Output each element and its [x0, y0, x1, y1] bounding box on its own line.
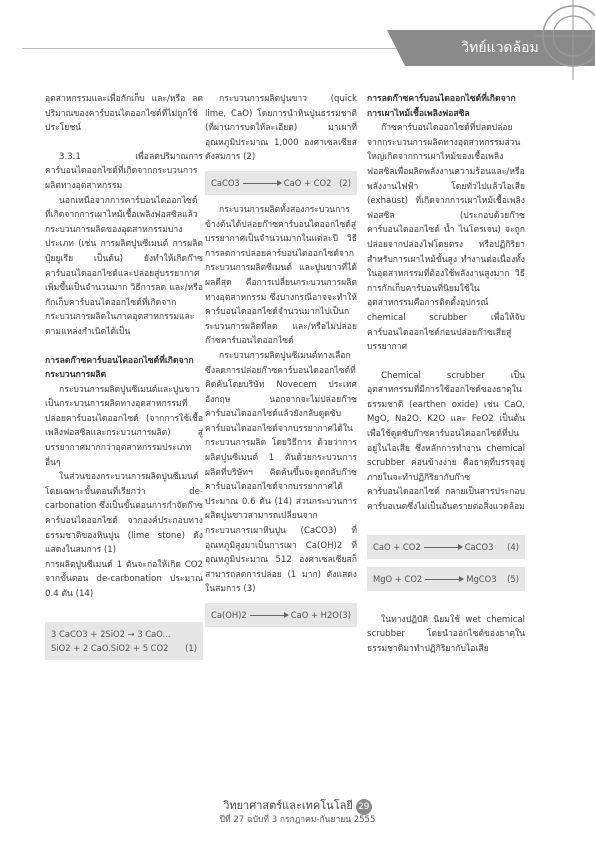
equation-product: MgCO3 [466, 573, 497, 584]
equation-4 [367, 535, 525, 559]
column-left [45, 92, 203, 668]
equation-number: (3) [339, 610, 351, 620]
equation-reactant: Ca(OH)2 [211, 610, 247, 620]
paragraph: กระบวนการผลิตปูนขาว (quick lime, CaO) โดยการนำหินปูนธรรมชาติ (ที่ผ่านการบดให้ละเอียด) มาเผาที่อุณหภูมิประมาณ 1,000 องศาเซลเซียส ดังสมการ (2) [205, 94, 357, 163]
column-middle [205, 92, 357, 635]
paragraph: กระบวนการผลิตปูนซีเมนต์และปูนขาว เป็นกระบวนการผลิตทางอุตสาหกรรมที่ปล่อยคาร์บอนไดออกไซด์ (จากการใช้เชื้อเพลิงฟอสซิลและกระบวนการผลิต) สู่บรรยากาศมากกว่าอุตสาหกรรมประเภทอื่นๆ [45, 384, 203, 468]
equation-number: (4) [507, 541, 519, 552]
paragraph: ก๊าซคาร์บอนไดออกไซด์ที่ปลดปล่อยจากกระบวนการผลิตทางอุตสาหกรรมส่วนใหญ่เกิดจากการเผาไหม้ของเชื้อเพลิงฟอสซิลเพื่อผลิตพลังงานความร้อนและ/หรือพลังงานไฟฟ้า โดยทั่วไปแล้วไอเสีย (exhaust) ที่เกิดจากการเผาไหม้เชื้อเพลิงฟอสซิล (ประกอบด้วยก๊าซคาร์บอนไดออกไซด์ น้ำ ไนโตรเจน) จะถูกปล่อยจากปล่องไฟโดยตรง หรือปฏิกิริยาสำหรับการเผาไหม้ขั้นสูง ทำงานต่อเนื่องทั้งในอุตสาหกรรมที่ต้องใช้พลังงานสูงมาก วิธีการกักเก็บคาร์บอนที่นิยมใช้ในอุตสาหกรรมคือการติดตั้งอุปกรณ์ chemical scrubber เพื่อให้จับคาร์บอนไดออกไซด์ก่อนปล่อยก๊าซเสียสู่บรรยากาศ [367, 123, 525, 353]
reaction-arrow-icon [424, 547, 462, 548]
paragraph: การผลิตปูนซีเมนต์ 1 ตันจะก่อให้เกิด CO2 จากขั้นตอน de-carbonation ประมาณ 0.4 ตัน (14) [45, 559, 203, 599]
paragraph: นอกเหนือจากการคาร์บอนไดออกไซด์ที่เกิดจากการเผาไหม้เชื้อเพลิงฟอสซิลแล้ว กระบวนการผลิตของอุตสาหกรรมบางประเภท (เช่น การผลิตปูนซีเมนต์ การผลิตปุ๋ยยูเรีย เป็นต้น) ยังทำให้เกิดก๊าซคาร์บอนไดออกไซด์และปล่อยสู่บรรยากาศเพิ่มขึ้นเป็นจำนวนมาก วิธีการลด และ/หรือกักเก็บคาร์บอนไดออกไซด์ที่เกิดจากกระบวนการผลิตในภาคอุตสาหกรรมและตามแหล่งกำเนิดได้เป็น [45, 195, 203, 337]
paragraph: กระบวนการผลิตปูนซีเมนต์ทางเลือกซึ่งลดการปล่อยก๊าซคาร์บอนไดออกไซด์ที่คิดค้นโดยบริษัท Novecem ประเทศอังกฤษ นอกจากจะไม่ปล่อยก๊าซคาร์บอนไดออกไซด์แล้วยังกลับดูดซับคาร์บอนไดออกไซด์จากบรรยากาศได้ในกระบวนการผลิต โดยวิธีการ ด้วยว่าการผลิตปูนซีเมนต์ 1 ตันด้วยกระบวนการผลิตที่บริษัทฯ คิดค้นขึ้นจะดูดกลับก๊าซคาร์บอนไดออกไซด์จากบรรยากาศได้ประมาณ 0.6 ตัน (14) ส่วนกระบวนการผลิตปูนขาวสามารถเปลี่ยนจากกระบวนการเผาหินปูน (CaCO3) ที่อุณหภูมิสูงมาเป็นการเผา Ca(OH)2 ที่อุณหภูมิประมาณ 512 องศาเซลเซียสก็สามารถลดการปล่อย (1 มาก) ดังแสดงในสมการ (3) [205, 350, 357, 595]
column-right [367, 92, 525, 656]
section-heading: การลดก๊าซคาร์บอนไดออกไซด์ที่เกิดจากการเผาไหม้เชื้อเพลิงฟอสซิล [367, 94, 516, 119]
equation-product: CaO + H2O [290, 610, 339, 620]
equation-reactant: MgO + CO2 [373, 573, 423, 584]
subheading: 3.3.1 เพื่อลดปริมาณการคาร์บอนไดออกไซด์ที่เกิดจากกระบวนการผลิตทางอุตสาหกรรม [45, 151, 203, 191]
page-number: 29 [356, 799, 372, 815]
paragraph: อุตสาหกรรมและเพื่อกักเก็บ และ/หรือ ลดปริมาณของคาร์บอนไดออกไซด์ที่ไม่ถูกใช้ประโยชน์ [45, 94, 203, 134]
equation-product: CaO + CO2 [283, 177, 332, 188]
equation-5 [367, 567, 525, 591]
equation-reactant: CaCO3 [211, 177, 240, 188]
paragraph: ในทางปฏิบัติ นิยมใช้ wet chemical scrubber โดยนำออกไซด์ของธาตุในธรรมชาติมาทำปฏิกิริยากับไอเสีย [367, 614, 525, 654]
equation-2 [205, 171, 357, 195]
paragraph: Chemical scrubber เป็นอุตสาหกรรมที่มีการใช้ออกไซด์ของธาตุในธรรมชาติ (earthen oxide) เช่น CaO, MgO, Na2O, K2O และ FeO2 เป็นต้น เพื่อใช้ดูดซับก๊าซคาร์บอนไดออกไซด์ที่ปนอยู่ในไอเสีย ซึ่งหลักการทำงาน chemical scrubber ค่อนข้างง่าย คือธาตุที่บรรจุอยู่ภายในจะทำปฏิกิริยากับก๊าซคาร์บอนไดออกไซด์ กลายเป็นสารประกอบคาร์บอเนตซึ่งไม่เป็นอันตรายต่อสิ่งแวดล้อม [367, 370, 525, 513]
equation-product: CaCO3 [464, 541, 494, 552]
equation-number: (2) [339, 177, 351, 188]
section-heading: การลดก๊าซคาร์บอนไดออกไซด์ที่เกิดจากกระบวนการผลิต [45, 355, 194, 381]
journal-title: วิทยาศาสตร์และเทคโนโลยี [223, 799, 353, 812]
paragraph: กระบวนการผลิตทั้งสองกระบวนการข้างต้นได้ปล่อยก๊าซคาร์บอนไดออกไซด์สู่บรรยากาศเป็นจำนวนมากในแต่ละปี วิธีการลดการปล่อยคาร์บอนไดออกไซด์จากกระบวนการผลิตซีเมนต์ และปูนขาวที่ได้ผลดีสุด คือการเปลี่ยนกระบวนการผลิตทางอุตสาหกรรม ซึ่งบางกรณีอาจจะทำให้คาร์บอนไดออกไซด์จำนวนมากไปเป็นกระบวนการผลิตที่ลด และ/หรือไม่ปล่อยก๊าซคาร์บอนไดออกไซด์ [205, 204, 357, 347]
reaction-arrow-icon [243, 183, 281, 184]
equation-text: 3 CaCO3 + 2SiO2 → 3 CaO... [51, 628, 171, 639]
reaction-arrow-icon [250, 615, 288, 616]
equation-1 [45, 622, 203, 660]
equation-number: (1) [185, 642, 197, 653]
footer-issue: ปีที่ 27 ฉบับที่ 3 กรกฎาคม-กันยายน 2555 [219, 815, 376, 825]
reaction-arrow-icon [425, 579, 463, 580]
equation-3 [205, 603, 357, 627]
equation-text: SiO2 + 2 CaO.SiO2 + 5 CO2 [51, 642, 169, 653]
equation-reactant: CaO + CO2 [373, 541, 421, 552]
section-tab-label: วิทย์แวดล้อม [461, 40, 539, 56]
equation-number: (5) [507, 573, 519, 584]
paragraph: ในส่วนของกระบวนการผลิตปูนซีเมนต์โดยเฉพาะขั้นตอนที่เรียกว่า de-carbonation ซึ่งเป็นขั้นตอนการกำจัดก๊าซคาร์บอนไดออกไซด์ จากองค์ประกอบทางธรรมชาติของหินปูน (lime stone) ดังแสดงในสมการ (1) [45, 472, 203, 556]
crosshair-target-icon [535, 0, 595, 80]
